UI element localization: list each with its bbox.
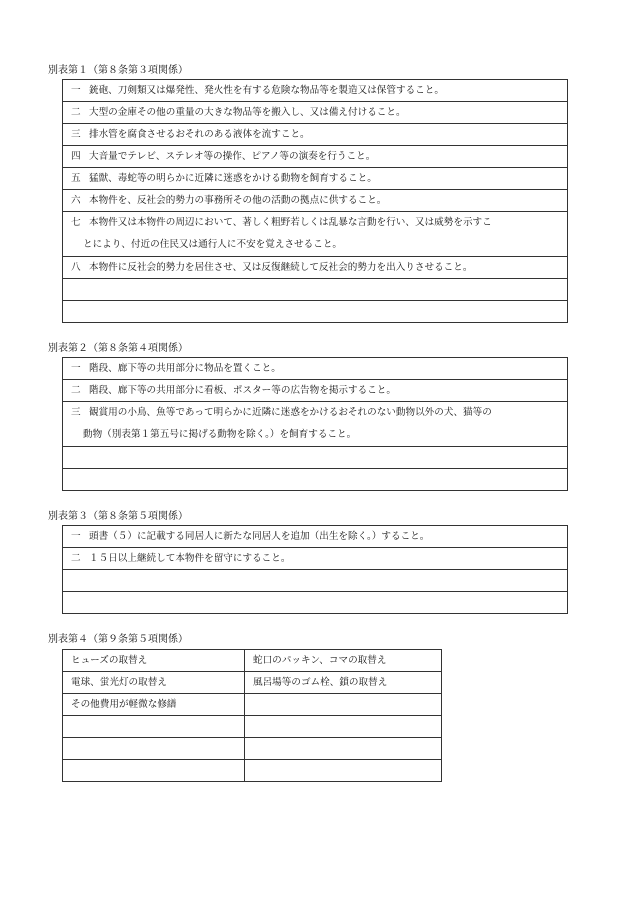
row-text: １５日以上継続して本物件を留守にすること。 bbox=[89, 552, 291, 564]
row-text: 観賞用の小鳥、魚等であって明らかに近隣に迷惑をかけるおそれのない動物以外の犬、猫等の bbox=[89, 407, 492, 418]
table-cell: 電球、蛍光灯の取替え bbox=[63, 672, 245, 694]
row-text-continued: とにより、付近の住民又は通行人に不安を覚えさせること。 bbox=[83, 239, 343, 250]
table-2 bbox=[62, 357, 568, 491]
row-number: 四 bbox=[71, 150, 81, 162]
table-cell bbox=[63, 146, 568, 168]
table-cell-empty bbox=[245, 716, 442, 738]
table-cell bbox=[63, 190, 568, 212]
row-number: 六 bbox=[71, 194, 81, 206]
table-cell bbox=[63, 168, 568, 190]
row-number: 二 bbox=[71, 106, 81, 118]
table-row bbox=[63, 358, 568, 380]
row-number: 二 bbox=[71, 552, 81, 564]
table-cell-empty bbox=[63, 738, 245, 760]
table-row-empty bbox=[63, 738, 442, 760]
table-row bbox=[63, 380, 568, 402]
table-cell-empty bbox=[63, 592, 568, 614]
table-row-empty bbox=[63, 469, 568, 491]
section-title-3: 別表第３（第８条第５項関係） bbox=[48, 511, 188, 522]
table-cell-empty bbox=[63, 447, 568, 469]
row-number: 七 bbox=[71, 217, 81, 228]
table-row-empty bbox=[63, 301, 568, 323]
table-cell-empty bbox=[63, 469, 568, 491]
table-3 bbox=[62, 525, 568, 614]
row-text: 大音量でテレビ、ステレオ等の操作、ピアノ等の演奏を行うこと。 bbox=[89, 150, 376, 162]
row-text: 階段、廊下等の共用部分に物品を置くこと。 bbox=[89, 362, 281, 374]
table-cell: 蛇口のパッキン、コマの取替え bbox=[245, 650, 442, 672]
table-cell bbox=[63, 257, 568, 279]
table-row bbox=[63, 124, 568, 146]
table-row bbox=[63, 212, 568, 257]
table-row bbox=[63, 526, 568, 548]
section-title-1: 別表第１（第８条第３項関係） bbox=[48, 65, 188, 76]
table-row bbox=[63, 402, 568, 447]
row-text: 本物件を、反社会的勢力の事務所その他の活動の拠点に供すること。 bbox=[89, 194, 387, 206]
table-row bbox=[63, 650, 442, 672]
table-row-empty bbox=[63, 592, 568, 614]
row-number: 八 bbox=[71, 261, 81, 273]
table-4 bbox=[62, 649, 442, 782]
table-row bbox=[63, 190, 568, 212]
table-cell bbox=[63, 402, 568, 447]
table-cell-empty bbox=[245, 738, 442, 760]
table-cell: ヒューズの取替え bbox=[63, 650, 245, 672]
table-row-empty bbox=[63, 279, 568, 301]
table-row bbox=[63, 80, 568, 102]
table-row-empty bbox=[63, 447, 568, 469]
table-row-empty bbox=[63, 760, 442, 782]
table-cell-empty bbox=[63, 301, 568, 323]
table-cell-empty bbox=[63, 760, 245, 782]
row-text: 頭書（５）に記載する同居人に新たな同居人を追加（出生を除く。）すること。 bbox=[89, 530, 430, 542]
row-number: 一 bbox=[71, 362, 81, 374]
table-row bbox=[63, 168, 568, 190]
table-cell-empty bbox=[63, 279, 568, 301]
table-cell bbox=[63, 212, 568, 257]
row-text: 猛獣、毒蛇等の明らかに近隣に迷惑をかける動物を飼育すること。 bbox=[89, 172, 377, 184]
table-cell bbox=[63, 548, 568, 570]
section-title-2: 別表第２（第８条第４項関係） bbox=[48, 343, 188, 354]
table-cell bbox=[63, 124, 568, 146]
row-text: 銃砲、刀剣類又は爆発性、発火性を有する危険な物品等を製造又は保管すること。 bbox=[89, 84, 444, 96]
section-title-4: 別表第４（第９条第５項関係） bbox=[48, 634, 188, 645]
row-number: 一 bbox=[71, 84, 81, 96]
table-cell bbox=[63, 380, 568, 402]
row-number: 五 bbox=[71, 172, 81, 184]
table-cell bbox=[63, 358, 568, 380]
row-text: 本物件又は本物件の周辺において、著しく粗野若しくは乱暴な言動を行い、又は威勢を示すこ bbox=[89, 217, 492, 228]
row-number: 一 bbox=[71, 530, 81, 542]
table-cell-empty bbox=[245, 760, 442, 782]
table-cell: その他費用が軽微な修繕 bbox=[63, 694, 245, 716]
table-row bbox=[63, 672, 442, 694]
table-row bbox=[63, 548, 568, 570]
row-number: 三 bbox=[71, 407, 81, 418]
table-cell bbox=[63, 526, 568, 548]
table-row bbox=[63, 257, 568, 279]
table-cell bbox=[63, 102, 568, 124]
table-cell bbox=[63, 80, 568, 102]
table-cell-empty bbox=[63, 570, 568, 592]
row-text: 排水管を腐食させるおそれのある液体を流すこと。 bbox=[89, 128, 310, 140]
row-text: 階段、廊下等の共用部分に看板、ポスター等の広告物を掲示すること。 bbox=[89, 384, 396, 396]
table-row-empty bbox=[63, 716, 442, 738]
row-text-continued: 動物（別表第１第五号に掲げる動物を除く。）を飼育すること。 bbox=[83, 429, 357, 440]
table-cell-empty bbox=[63, 716, 245, 738]
table-cell: 風呂場等のゴム栓、鎖の取替え bbox=[245, 672, 442, 694]
table-1 bbox=[62, 79, 568, 323]
table-row bbox=[63, 102, 568, 124]
row-text: 大型の金庫その他の重量の大きな物品等を搬入し、又は備え付けること。 bbox=[89, 106, 406, 118]
table-cell-empty bbox=[245, 694, 442, 716]
table-row-empty bbox=[63, 570, 568, 592]
row-number: 二 bbox=[71, 384, 81, 396]
row-number: 三 bbox=[71, 128, 81, 140]
row-text: 本物件に反社会的勢力を居住させ、又は反復継続して反社会的勢力を出入りさせること。 bbox=[89, 261, 473, 273]
table-row bbox=[63, 146, 568, 168]
table-row bbox=[63, 694, 442, 716]
